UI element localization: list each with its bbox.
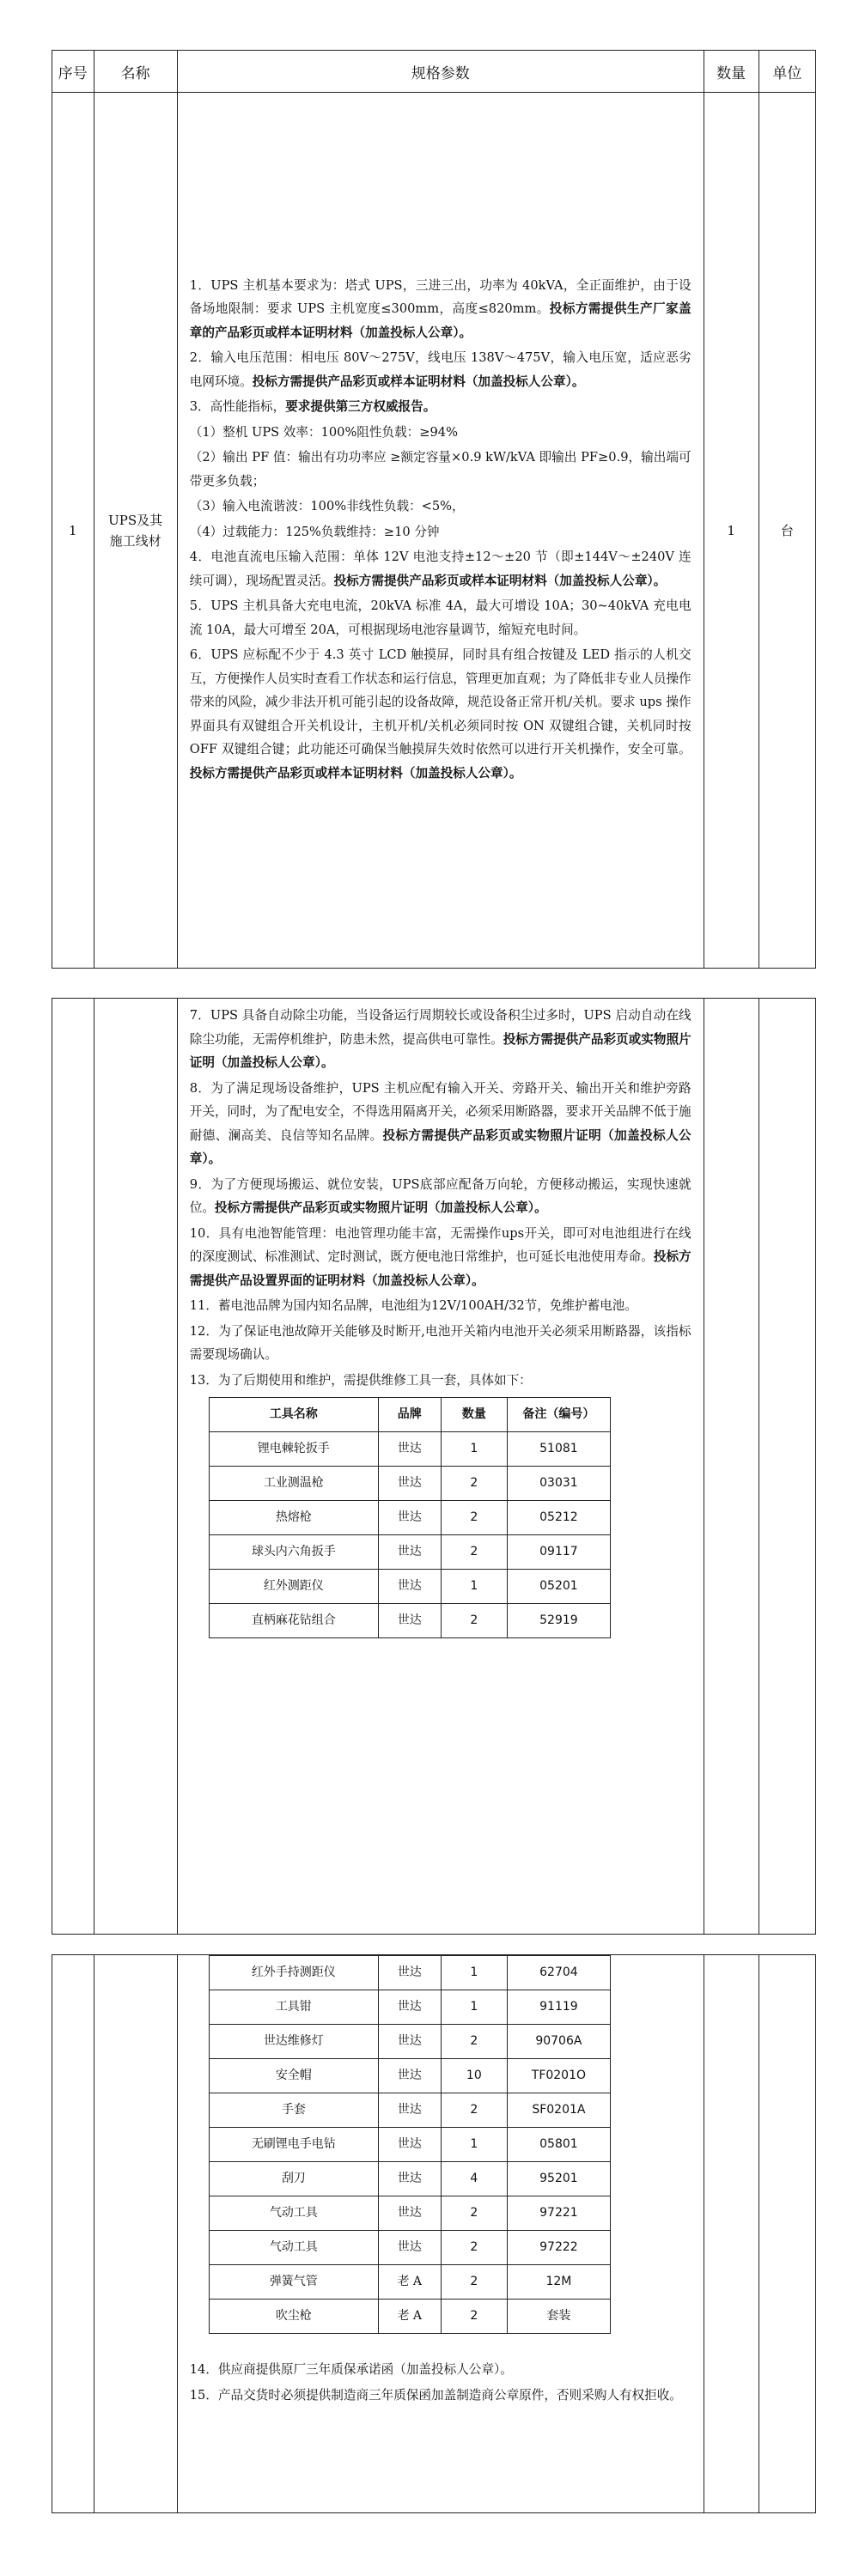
tools-cell: TF0201O: [508, 2059, 611, 2093]
tools-cell: 2: [441, 1467, 507, 1501]
tools-cell: 世达: [378, 2093, 441, 2128]
tools-cell: 套装: [508, 2300, 611, 2334]
spec-paragraph: [190, 446, 691, 493]
tools-cell: 手套: [209, 2093, 378, 2128]
tools-table-page-3: [209, 1955, 611, 2334]
tools-cell: 世达: [378, 2196, 441, 2231]
row-name-empty: [94, 999, 177, 1935]
spec-text: 12．为了保证电池故障开关能够及时断开,电池开关箱内电池开关必须采用断路器，该指标需要现场确认。: [189, 1323, 691, 1362]
tools-cell: 1: [441, 1432, 507, 1467]
tools-row: [209, 2265, 610, 2300]
tools-row: [209, 1990, 610, 2025]
spec-text: 6．UPS 应标配不少于 4.3 英寸 LCD 触摸屏，同时具有组合按键及 LED 指示的人机交互，方便操作人员实时查看工作状态和运行信息，管理更加直观；为了降低非专业人员操作带来的风险，减少非法开机可能引起的设备故障，规范设备正常开机/关机。要求 ups 操作界面具有双键组合开关机设计，主机开机/关机必须同时按 ON 双键组合键，关机同时按 OFF 双键组合键；此功能还可确保当触摸屏失效时依然可以进行开关机操作，安全可靠。: [189, 647, 691, 757]
tools-cell: 05201: [508, 1570, 611, 1604]
page-2: [52, 998, 816, 1935]
tools-cell: 世达: [378, 1467, 441, 1501]
tools-cell: 09117: [508, 1535, 611, 1570]
tools-cell: 2: [441, 2196, 507, 2231]
spec-requirement-bold: 投标方需提供产品设置界面的证明材料（加盖投标人公章）。: [189, 1249, 691, 1288]
tools-cell: 2: [441, 2300, 507, 2334]
header-spec: 规格参数: [177, 51, 704, 93]
tools-cell: 世达: [378, 2128, 441, 2162]
row-unit: 台: [758, 93, 815, 969]
spec-paragraph: [190, 545, 691, 592]
table-row: [52, 1955, 816, 2513]
tools-cell: 世达: [378, 2059, 441, 2093]
spec-requirement-bold: 投标方需提供产品彩页或实物照片证明（加盖投标人公章）。: [189, 1031, 691, 1070]
spec-text: （1）整机 UPS 效率：100%阻性负载：≥94%: [189, 424, 458, 440]
tools-header-cell: 数量: [441, 1398, 507, 1432]
spec-paragraph: [190, 395, 691, 419]
spec-table-page-3: [52, 1954, 816, 2513]
tools-cell: 91119: [508, 1990, 611, 2025]
row-qty-empty: [704, 1955, 758, 2513]
tools-cell: 工具钳: [209, 1990, 378, 2025]
tools-row: [209, 2162, 610, 2196]
tools-cell: 2: [441, 2093, 507, 2128]
tools-cell: 2: [441, 1535, 507, 1570]
tools-table-page-2: [209, 1397, 611, 1638]
spec-requirement-bold: 投标方需提供产品彩页或实物照片证明（加盖投标人公章）。: [189, 1127, 691, 1166]
page-1: [52, 50, 816, 969]
tools-cell: 1: [441, 1956, 507, 1990]
row-no: 1: [52, 93, 94, 969]
header-no: 序号: [52, 51, 94, 93]
table-row: [52, 93, 816, 969]
tools-cell: 世达: [378, 1570, 441, 1604]
tools-cell: 51081: [508, 1432, 611, 1467]
tools-cell: 世达: [378, 1535, 441, 1570]
tools-cell: 安全帽: [209, 2059, 378, 2093]
tools-cell: 1: [441, 1990, 507, 2025]
tools-row: [209, 2025, 610, 2059]
header-unit: 单位: [758, 51, 815, 93]
spec-text: （4）过载能力：125%负载维持：≥10 分钟: [189, 524, 440, 539]
tools-cell: 52919: [508, 1604, 611, 1638]
row-unit-empty: [758, 999, 815, 1935]
spec-paragraph: [190, 1369, 691, 1393]
tools-cell: 世达: [378, 2025, 441, 2059]
tools-cell: 10: [441, 2059, 507, 2093]
tools-cell: 90706A: [508, 2025, 611, 2059]
tools-cell: SF0201A: [508, 2093, 611, 2128]
spec-text: 3．高性能指标，: [189, 399, 286, 415]
row-name-empty: [94, 1955, 177, 2513]
tools-row: [209, 2300, 610, 2334]
tools-cell: 弹簧气管: [209, 2265, 378, 2300]
spec-text: 2．输入电压范围：相电压 80V～275V，线电压 138V～475V，输入电压宽，适应恶劣电网环境。: [189, 350, 691, 389]
spec-paragraph: [190, 1077, 691, 1171]
tools-cell: 世达: [378, 1990, 441, 2025]
spec-requirement-bold: 投标方需提供产品彩页或样本证明材料（加盖投标人公章）。: [252, 374, 585, 389]
tools-cell: 97221: [508, 2196, 611, 2231]
tools-cell: 世达: [378, 2231, 441, 2265]
spec-cell-page-3: [177, 1955, 704, 2513]
spec-paragraph: [190, 1294, 691, 1318]
tools-row: [209, 1432, 610, 1467]
tools-header-row: [209, 1398, 610, 1432]
spec-paragraph: [190, 594, 691, 641]
tools-row: [209, 2059, 610, 2093]
tools-cell: 62704: [508, 1956, 611, 1990]
spec-paragraph: 15．产品交货时必须提供制造商三年质保函加盖制造商公章原件，否则采购人有权拒收。: [189, 2387, 682, 2403]
spec-text: （3）输入电流谐波：100%非线性负载：<5%，: [189, 499, 465, 514]
spec-paragraph: [190, 421, 691, 445]
tools-cell: 球头内六角扳手: [209, 1535, 378, 1570]
tools-row: [209, 2196, 610, 2231]
tools-cell: 05801: [508, 2128, 611, 2162]
spec-requirement-bold: 投标方需提供产品彩页或样本证明材料（加盖投标人公章）。: [333, 573, 667, 588]
tools-cell: 2: [441, 2025, 507, 2059]
tools-cell: 气动工具: [209, 2231, 378, 2265]
tools-cell: 2: [441, 2231, 507, 2265]
tools-cell: 95201: [508, 2162, 611, 2196]
row-no-empty: [52, 1955, 94, 2513]
tools-cell: 4: [441, 2162, 507, 2196]
spec-text: 13．为了后期使用和维护，需提供维修工具一套，具体如下：: [189, 1372, 532, 1388]
spec-text: 5．UPS 主机具备大充电电流，20kVA 标准 4A，最大可增设 10A；30~40kVA 充电电流 10A，最大可增至 20A，可根据现场电池容量调节，缩短充电时间。: [189, 598, 691, 637]
spec-paragraph: [190, 1173, 691, 1220]
tools-cell: 吹尘枪: [209, 2300, 378, 2334]
tools-row: [209, 1570, 610, 1604]
tools-cell: 刮刀: [209, 2162, 378, 2196]
tools-row: [209, 1467, 610, 1501]
spec-text: 11．蓄电池品牌为国内知名品牌，电池组为12V/100AH/32节，免维护蓄电池。: [189, 1298, 637, 1313]
spec-cell-page-1: [177, 93, 704, 969]
tools-header-cell: 品牌: [378, 1398, 441, 1432]
tools-cell: 2: [441, 2265, 507, 2300]
row-name: UPS及其施工线材: [94, 93, 177, 969]
tools-row: [209, 1501, 610, 1535]
tools-cell: 老 A: [378, 2300, 441, 2334]
tools-cell: 直柄麻花钻组合: [209, 1604, 378, 1638]
tools-cell: 工业测温枪: [209, 1467, 378, 1501]
row-unit-empty: [758, 1955, 815, 2513]
tools-row: [209, 2231, 610, 2265]
spec-paragraph: [190, 643, 691, 785]
spec-paragraph: [190, 1320, 691, 1367]
tools-cell: 05212: [508, 1501, 611, 1535]
tools-cell: 红外测距仪: [209, 1570, 378, 1604]
spec-table-page-2: [52, 998, 816, 1935]
spec-requirement-bold: 要求提供第三方权威报告。: [285, 399, 436, 415]
table-row: [52, 999, 816, 1935]
tools-cell: 03031: [508, 1467, 611, 1501]
tools-cell: 无刷锂电手电钻: [209, 2128, 378, 2162]
spec-cell-page-2: [177, 999, 704, 1935]
tools-cell: 锂电棘轮扳手: [209, 1432, 378, 1467]
row-qty: 1: [704, 93, 758, 969]
tools-header-cell: 备注（编号）: [508, 1398, 611, 1432]
tools-cell: 世达维修灯: [209, 2025, 378, 2059]
tools-row: [209, 1535, 610, 1570]
tools-cell: 12M: [508, 2265, 611, 2300]
spec-text: 10．具有电池智能管理：电池管理功能丰富，无需操作ups开关，即可对电池组进行在线的深度测试、标准测试、定时测试，既方便电池日常维护，也可延长电池使用寿命。: [189, 1225, 691, 1264]
tools-cell: 热熔枪: [209, 1501, 378, 1535]
page-3: [52, 1954, 816, 2513]
tools-row: [209, 1956, 610, 1990]
spec-paragraph: [190, 495, 691, 519]
spec-text: 9．为了方便现场搬运、就位安装，UPS底部应配备万向轮，方便移动搬运，实现快速就位。: [189, 1176, 691, 1215]
spec-paragraph: [190, 346, 691, 393]
spec-requirement-bold: 投标方需提供产品彩页或样本证明材料（加盖投标人公章）。: [189, 765, 522, 781]
header-name: 名称: [94, 51, 177, 93]
tools-cell: 2: [441, 1604, 507, 1638]
tools-header-cell: 工具名称: [209, 1398, 378, 1432]
spec-paragraph: 14．供应商提供原厂三年质保承诺函（加盖投标人公章）。: [189, 2362, 513, 2377]
tools-row: [209, 2128, 610, 2162]
tools-cell: 世达: [378, 1604, 441, 1638]
spec-text: 8．为了满足现场设备维护，UPS 主机应配有输入开关、旁路开关、输出开关和维护旁路开关，同时，为了配电安全，不得选用隔离开关，必须采用断路器，要求开关品牌不低于施耐德、澜高美、良信等知名品牌。: [189, 1080, 691, 1143]
spec-text: 7．UPS 具备自动除尘功能，当设备运行周期较长或设备积尘过多时，UPS 启动自动在线除尘功能，无需停机维护，防患未然，提高供电可靠性。: [189, 1008, 691, 1047]
row-qty-empty: [704, 999, 758, 1935]
spec-paragraph: [190, 520, 691, 544]
tools-row: [209, 2093, 610, 2128]
tools-cell: 世达: [378, 2162, 441, 2196]
tools-cell: 红外手持测距仪: [209, 1956, 378, 1990]
tools-cell: 1: [441, 1570, 507, 1604]
tools-cell: 世达: [378, 1432, 441, 1467]
tools-cell: 97222: [508, 2231, 611, 2265]
tools-cell: 2: [441, 1501, 507, 1535]
spec-text: （2）输出 PF 值：输出有功功率应 ≥额定容量×0.9 kW/kVA 即输出 PF≥0.9，输出端可带更多负载；: [189, 450, 691, 489]
spec-table-page-1: [52, 50, 816, 969]
row-no-empty: [52, 999, 94, 1935]
spec-paragraph: [190, 1004, 691, 1075]
table-header-row: [52, 51, 816, 93]
tools-cell: 世达: [378, 1501, 441, 1535]
tools-cell: 气动工具: [209, 2196, 378, 2231]
spec-requirement-bold: 投标方需提供生产厂家盖章的产品彩页或样本证明材料（加盖投标人公章）。: [189, 301, 691, 340]
tools-row: [209, 1604, 610, 1638]
spec-paragraph: [190, 1222, 691, 1293]
tools-cell: 1: [441, 2128, 507, 2162]
spec-text: 4．电池直流电压输入范围：单体 12V 电池支持±12～±20 节（即±144V～±240V 连续可调），现场配置灵活。: [189, 550, 691, 588]
tools-cell: 老 A: [378, 2265, 441, 2300]
tools-cell: 世达: [378, 1956, 441, 1990]
spec-requirement-bold: 投标方需提供产品彩页或实物照片证明（加盖投标人公章）。: [214, 1200, 547, 1215]
header-qty: 数量: [704, 51, 758, 93]
spec-text: 1．UPS 主机基本要求为：塔式 UPS，三进三出，功率为 40kVA，全正面维护，由于设备场地限制：要求 UPS 主机宽度≤300mm，高度≤820mm。: [189, 277, 691, 317]
spec-paragraph: [190, 274, 691, 345]
